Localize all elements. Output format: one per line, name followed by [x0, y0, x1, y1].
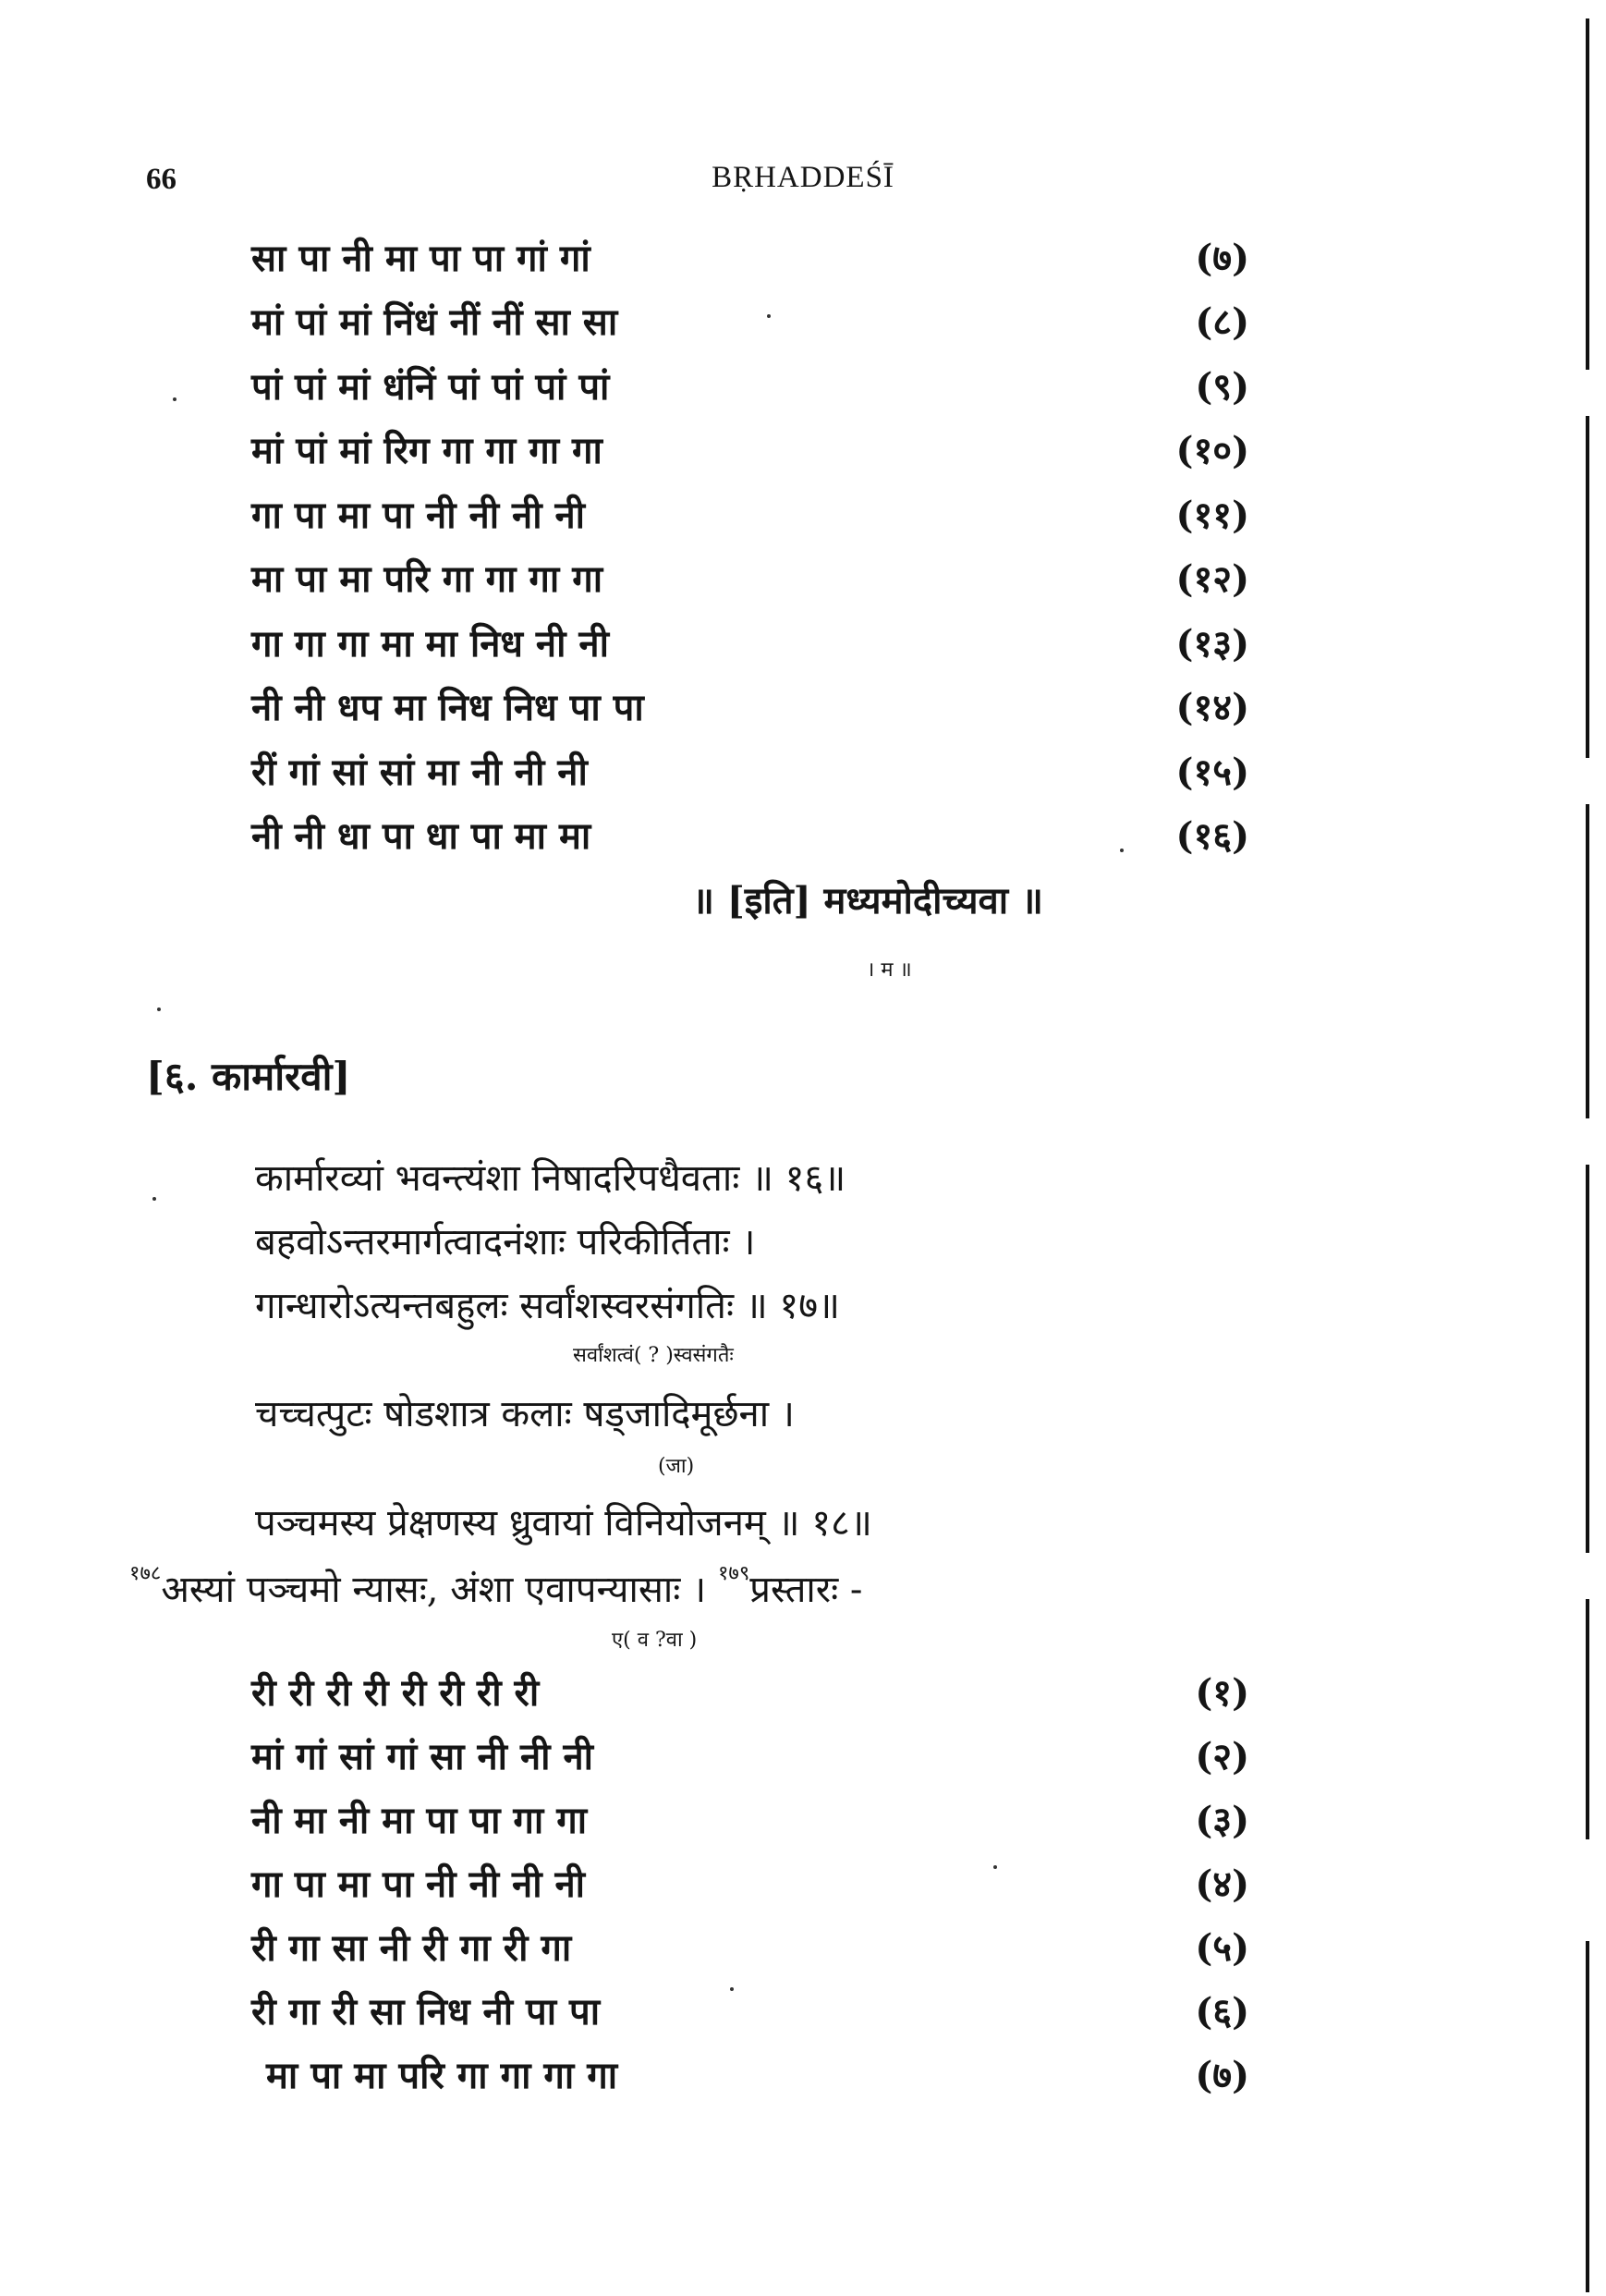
notation-number: (११)	[1175, 494, 1249, 537]
notation-text: मां गां सां गां सा नी नी नी	[251, 1735, 594, 1778]
verse-line: बहवोऽन्तरमार्गत्वादनंशाः परिकीर्तिताः ।	[255, 1221, 756, 1264]
footnote-marker: १७८	[129, 1562, 162, 1585]
binding-shadow	[1586, 804, 1589, 1118]
notation-row	[251, 1666, 1268, 1721]
notation-number: (१६)	[1175, 814, 1249, 858]
variant-reading: ए( व ?वा )	[612, 1629, 698, 1652]
notation-text: गा पा मा पा नी नी नी नी	[251, 494, 586, 537]
verse-line: चच्चत्पुटः षोडशात्र कलाः षड्जादिमूर्छना ।	[255, 1393, 795, 1435]
verse-line: गान्धारोऽत्यन्तबहुलः सर्वांशस्वरसंगतिः ॥ १७॥	[255, 1285, 840, 1327]
notation-text: री गा सा नी री गा री गा	[251, 1926, 572, 1970]
notation-row	[251, 423, 1268, 479]
binding-shadow	[1586, 1941, 1589, 2292]
colophon: ॥ [इति] मध्यमोदीच्यवा ॥	[691, 879, 1044, 922]
running-title: BṚHADDEŚĪ	[712, 161, 894, 194]
binding-shadow	[1586, 18, 1589, 370]
notation-text: गा पा मा पा नी नी नी नी	[251, 1862, 586, 1906]
notation-text: नी नी धा पा धा पा मा मा	[251, 814, 591, 858]
notation-row	[251, 552, 1268, 607]
notation-row	[251, 360, 1268, 415]
notation-row	[251, 809, 1268, 864]
notation-row	[251, 1857, 1268, 1912]
notation-row	[251, 1729, 1268, 1785]
notation-number: (१०)	[1175, 429, 1249, 472]
prose-line	[129, 1562, 862, 1613]
notation-text: नी नी धप मा निध निध पा पा	[251, 686, 644, 729]
scan-speck	[173, 397, 176, 401]
notation-number: (१३)	[1175, 622, 1249, 666]
notation-text: री री री री री री री री	[251, 1671, 540, 1715]
notation-row	[251, 2048, 1268, 2104]
section-heading: [६. कार्मारवी]	[146, 1054, 351, 1099]
notation-text: पां पां मां धंनिं पां पां पां पां	[251, 365, 610, 409]
notation-number: (२)	[1195, 1735, 1249, 1778]
scan-speck	[152, 1197, 156, 1201]
notation-number: (७)	[1195, 2054, 1249, 2097]
notation-number: (७)	[1195, 237, 1249, 280]
notation-number: (५)	[1195, 1926, 1249, 1970]
notation-text: नी मा नी मा पा पा गा गा	[251, 1799, 588, 1842]
variant-reading: (जा)	[658, 1455, 695, 1478]
notation-number: (१४)	[1175, 686, 1249, 729]
notation-row	[251, 1985, 1268, 2040]
notation-row	[251, 617, 1268, 672]
notation-text: मा पा मा परि गा गा गा गा	[251, 557, 603, 601]
notation-row	[251, 488, 1268, 543]
notation-number: (१५)	[1175, 751, 1249, 794]
notation-row	[251, 1793, 1268, 1849]
notation-text: मां पां मां रिग गा गा गा गा	[251, 429, 602, 472]
notation-number: (१)	[1195, 1671, 1249, 1715]
page-number: 66	[146, 163, 176, 196]
prose-text: प्रस्तारः -	[749, 1569, 863, 1611]
notation-text: री गा री सा निध नी पा पा	[251, 1990, 601, 2033]
binding-shadow	[1586, 416, 1589, 758]
verse-line: पञ्चमस्य प्रेक्षणस्य ध्रुवायां विनियोजनम् ॥ १८॥	[255, 1502, 872, 1545]
scan-speck	[1120, 849, 1124, 852]
prose-text: अस्यां पञ्चमो न्यासः, अंशा एवापन्यासाः ।	[161, 1569, 707, 1611]
variant-reading: सर्वांशत्वं( ? )स्वसंगतैः	[573, 1344, 734, 1367]
footnote-marker: १७९	[717, 1562, 750, 1585]
verse-line: कार्मारव्यां भवन्त्यंशा निषादरिपधैवताः ॥ १६॥	[255, 1157, 846, 1200]
notation-number: (६)	[1195, 1990, 1249, 2033]
notation-text: गा गा गा मा मा निध नी नी	[251, 622, 609, 666]
notation-row	[251, 295, 1268, 350]
scan-speck	[730, 1987, 734, 1991]
notation-row	[251, 680, 1268, 736]
notation-text: मां पां मां निंधं नीं नीं सा सा	[251, 300, 618, 344]
notation-number: (९)	[1195, 365, 1249, 409]
notation-row	[251, 1921, 1268, 1976]
scan-speck	[157, 1008, 161, 1011]
small-mark: । म ॥	[867, 959, 912, 982]
notation-number: (३)	[1195, 1799, 1249, 1842]
scan-speck	[767, 314, 771, 318]
binding-shadow	[1586, 1599, 1589, 1839]
notation-text: सा पा नी मा पा पा गां गां	[251, 237, 590, 280]
notation-text: रीं गां सां सां मा नी नी नी	[251, 751, 588, 794]
notation-row	[251, 745, 1268, 800]
binding-shadow	[1586, 1165, 1589, 1553]
scan-speck	[993, 1865, 997, 1869]
notation-number: (८)	[1195, 300, 1249, 344]
notation-number: (४)	[1195, 1862, 1249, 1906]
notation-text: मा पा मा परि गा गा गा गा	[266, 2054, 618, 2097]
notation-number: (१२)	[1175, 557, 1249, 601]
notation-row	[251, 231, 1268, 287]
